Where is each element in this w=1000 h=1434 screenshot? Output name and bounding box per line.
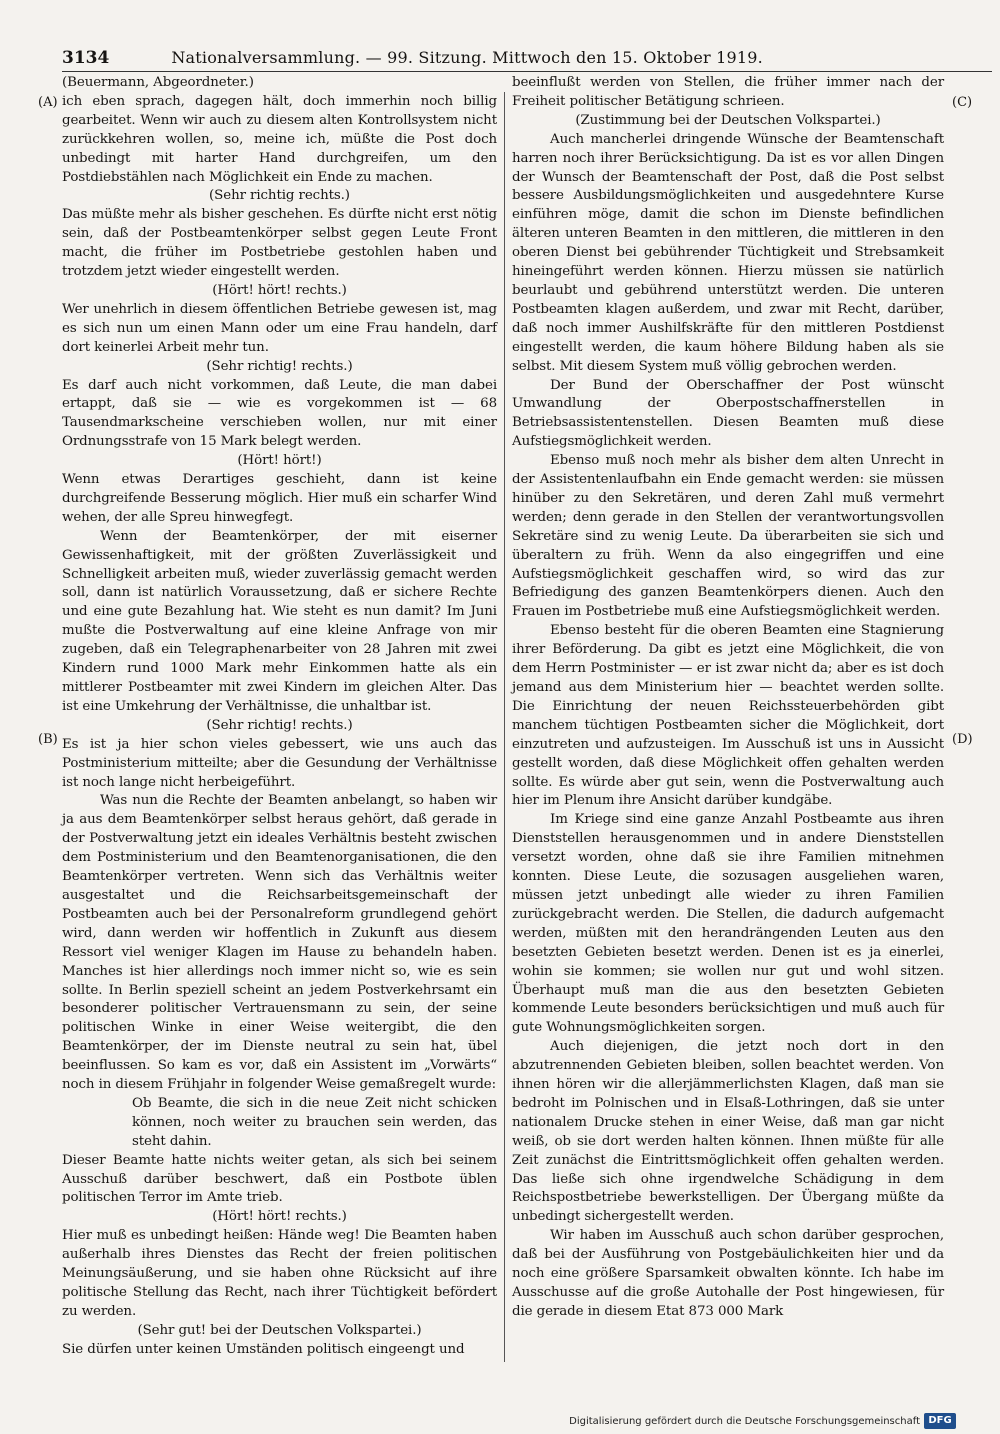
paragraph: Ebenso muß noch mehr als bisher dem alten Unrecht in der Assistentenlaufbahn ein Ende gemacht werden: sie müssen hinüber zu den Sekretären, und deren Zahl muß vermehrt werden; denn gerade in den Stellen der verantwortungsvollen Sekretäre sind zu wenig Leute. Da überarbeiten sie sich und überaltern zu früh. Wenn da also eingegriffen und eine Aufstiegsmöglichkeit geschaffen wird, so wird das zur Befriedigung des ganzen Beamtenkörpers dienen. Auch den Frauen im Postbetriebe muß eine Aufstiegsmöglichkeit werden.: [512, 453, 944, 620]
interjection: (Sehr gut! bei der Deutschen Volkspartei.): [137, 1322, 422, 1338]
margin-mark-b: (B): [38, 732, 58, 747]
interjection: (Hört! hört! rechts.): [212, 282, 347, 298]
paragraph: Es ist ja hier schon vieles gebessert, wie uns auch das Postministerium mitteilte; aber die Gesundung der Verhältnisse ist noch lange nicht herbeigeführt.: [62, 736, 497, 790]
margin-mark-c: (C): [952, 95, 973, 110]
paragraph: Wenn etwas Derartiges geschieht, dann ist keine durchgreifende Besserung möglich. Hier muß ein scharfer Wind wehen, der alle Spreu hinwegfegt.: [62, 472, 497, 525]
paragraph: Das müßte mehr als bisher geschehen. Es dürfte nicht erst nötig sein, daß der Postbeamtenkörper selbst gegen Leute Front macht, die früher im Postbetriebe gestohlen haben und trotzdem jetzt wieder eingestellt werden.: [62, 207, 497, 280]
paragraph: Wir haben im Ausschuß auch schon darüber gesprochen, daß bei der Ausführung von Postgebäulichkeiten hier und da noch eine größere Sparsamkeit obwalten könnte. Ich habe im Ausschusse auf die große Autohalle der Post hingewiesen, für die gerade in diesem Etat 873 000 Mark: [512, 1228, 944, 1319]
quotation: Ob Beamte, die sich in die neue Zeit nicht schicken können, noch weiter zu brauchen sein werden, das steht dahin.: [132, 1095, 497, 1149]
dfg-logo: DFG: [924, 1413, 956, 1429]
paragraph: Sie dürfen unter keinen Umständen politisch eingeengt und: [62, 1341, 465, 1357]
paragraph: Wer unehrlich in diesem öffentlichen Betriebe gewesen ist, mag es sich nun um einen Mann oder um eine Frau handeln, darf dort keinerlei Arbeit mehr tun.: [62, 301, 497, 355]
left-column: [62, 74, 497, 1360]
digitization-credit: Digitalisierung gefördert durch die Deutsche Forschungsgemeinschaft: [569, 1416, 920, 1427]
column-divider: [504, 92, 505, 1362]
interjection: (Zustimmung bei der Deutschen Volkspartei.): [575, 112, 881, 128]
interjection: (Hört! hört! rechts.): [212, 1209, 347, 1225]
paragraph: Dieser Beamte hatte nichts weiter getan, als sich bei seinem Ausschuß darüber beschwert, daß ein Postbote üblen politischen Terror im Amte trieb.: [62, 1152, 497, 1206]
paragraph: Der Bund der Oberschaffner der Post wünscht Umwandlung der Oberpostschaffnerstellen in Betriebsassistentenstellen. Diesen Beamten muß diese Aufstiegsmöglichkeit werden.: [512, 377, 944, 450]
header-rule: [62, 71, 992, 72]
paragraph: Auch diejenigen, die jetzt noch dort in den abzutrennenden Gebieten bleiben, sollen beachtet werden. Von ihnen hören wir die allerjämmerlichsten Klagen, daß man sie bedroht im Polnischen und in Elsaß-Lothringen, daß sie unter nationalem Drucke stehen in einer Weise, daß man gar nicht weiß, ob sie dort werden halten können. Ihnen müßte für alle Zeit zunächst die Eintrittsmöglichkeit offen gehalten werden. Das ließe sich ohne irgendwelche Schädigung in dem Reichspostbetriebe bewerkstelligen. Der Übergang müßte da unbedingt sichergestellt werden.: [512, 1039, 944, 1225]
paragraph: Was nun die Rechte der Beamten anbelangt, so haben wir ja aus dem Beamtenkörper selbst heraus gehört, daß gerade in der Postverwaltung jetzt ein ideales Verhältnis besteht zwischen dem Postministerium und den Beamtenorganisationen, die den Beamtenkörper vertreten. Wenn sich das Verhältnis weiter ausgestaltet und die Reichsarbeitsgemeinschaft der Postbeamten auch bei der Personalreform grundlegend gehört wird, dann werden wir hoffentlich in Zukunft aus diesem Ressort viel weniger Klagen im Hause zu behandeln haben. Manches ist hier allerdings noch immer nicht so, wie es sein sollte. In Berlin speziell scheint an jedem Postverkehrsamt ein besonderer politischer Vertrauensmann zu sein, der seine politischen Winke in einer Weise weitergibt, die den Beamtenkörper, der im Dienste neutral zu sein hat, übel beeinflussen. So kam es vor, daß ein Assistent im „Vorwärts“ noch in diesem Frühjahr in folgender Weise gemaßregelt wurde:: [62, 793, 497, 1093]
paragraph: beeinflußt werden von Stellen, die früher immer nach der Freiheit politischer Betätigung schrieen.: [512, 75, 944, 109]
right-column: [512, 74, 944, 1322]
margin-mark-d: (D): [952, 732, 973, 747]
paragraph: Auch mancherlei dringende Wünsche der Beamtenschaft harren noch ihrer Berücksichtigung. Da ist es vor allen Dingen der Wunsch der Beamtenschaft der Post, daß die Post selbst bessere Ausbildungsmöglichkeiten und ausgedehntere Kurse einführen möge, damit die schon im Dienste befindlichen älteren unteren Beamten in den mittleren, die mittleren in den oberen Dienst bei gebührender Tüchtigkeit und Strebsamkeit hineingeführt werden können. Hierzu müssen sie natürlich beurlaubt und gebührend unterstützt werden. Die unteren Postbeamten klagen außerdem, und zwar mit Recht, darüber, daß noch immer Aushilfskräfte für den mittleren Postdienst eingestellt werden, die kaum höhere Bildung haben als sie selbst. Mit diesem System muß völlig gebrochen werden.: [512, 131, 944, 374]
interjection: (Sehr richtig! rechts.): [206, 358, 353, 374]
paragraph: Wenn der Beamtenkörper, der mit eiserner Gewissenhaftigkeit, mit der größten Zuverlässigkeit und Schnelligkeit arbeiten muß, wieder zuverlässig gemacht werden soll, dann ist natürlich Voraussetzung, daß er sichere Rechte und eine gute Bezahlung hat. Wie steht es nun damit? Im Juni mußte die Postverwaltung auf eine kleine Anfrage von mir zugeben, daß ein Telegraphenarbeiter von 28 Jahren mit zwei Kindern rund 1000 Mark mehr Einkommen hatte als ein mittlerer Postbeamter mit zwei Kindern im gleichen Alter. Das ist eine Umkehrung der Verhältnisse, die unhaltbar ist.: [62, 528, 497, 714]
interjection: (Sehr richtig! rechts.): [206, 717, 353, 733]
speaker-line: (Beuermann, Abgeordneter.): [62, 75, 254, 90]
paragraph: Hier muß es unbedingt heißen: Hände weg! Die Beamten haben außerhalb ihres Dienstes das Recht der freien politischen Meinungsäußerung, und sie haben ohne Rücksicht auf ihre politische Stellung das Recht, nach ihrer Tüchtigkeit befördert zu werden.: [62, 1228, 497, 1319]
paragraph: Ebenso besteht für die oberen Beamten eine Stagnierung ihrer Beförderung. Da gibt es jetzt eine Möglichkeit, die von dem Herrn Postminister — er ist zwar nicht da; aber es ist doch jemand aus dem Ministerium hier — beachtet werden sollte. Die Einrichtung der neuen Reichssteuerbehörden gibt manchem tüchtigen Postbeamten sicher die Möglichkeit, dort einzutreten und aufzusteigen. Im Ausschuß ist uns in Aussicht gestellt worden, daß diese Möglichkeit offen gehalten werden sollte. Es würde aber gut sein, wenn die Postverwaltung auch hier im Plenum ihre Ansicht darüber kundgäbe.: [512, 623, 944, 809]
interjection: (Sehr richtig rechts.): [209, 188, 350, 204]
running-head: Nationalversammlung. — 99. Sitzung. Mittwoch den 15. Oktober 1919.: [171, 48, 763, 67]
page-number: 3134: [62, 48, 110, 68]
paragraph: ich eben sprach, dagegen hält, doch immerhin noch billig gearbeitet. Wenn wir auch zu diesem alten Kontrollsystem nicht zurückkehren wollen, so, meine ich, müßte die Post doch unbedingt mit harter Hand durchgreifen, um den Postdiebstählen nach Möglichkeit ein Ende zu machen.: [62, 93, 497, 185]
paragraph: Es darf auch nicht vorkommen, daß Leute, die man dabei ertappt, daß sie — wie es vorgekommen ist — 68 Tausendmarkscheine verschieben wollen, nur mit einer Ordnungsstrafe von 15 Mark belegt werden.: [62, 377, 497, 450]
margin-mark-a: (A): [38, 95, 58, 110]
page-header: [62, 48, 992, 72]
paragraph: Im Kriege sind eine ganze Anzahl Postbeamte aus ihren Dienststellen herausgenommen und in andere Dienststellen versetzt worden, ohne daß sie ihre Familien mitnehmen konnten. Diese Leute, die sozusagen ausgeliehen waren, müssen jetzt unbedingt alle wieder zu ihren Familien zurückgebracht werden. Die Stellen, die dadurch aufgemacht werden, müßten mit den herandrängenden Leuten aus den besetzten Gebieten besetzt werden. Denen ist es ja einerlei, wohin sie kommen; sie wollen nur gut und wohl sitzen. Überhaupt muß man die aus den besetzten Gebieten kommende Leute besonders berücksichtigen und muß auch für gute Wohnungsmöglichkeiten sorgen.: [512, 812, 944, 1036]
interjection: (Hört! hört!): [237, 453, 322, 469]
